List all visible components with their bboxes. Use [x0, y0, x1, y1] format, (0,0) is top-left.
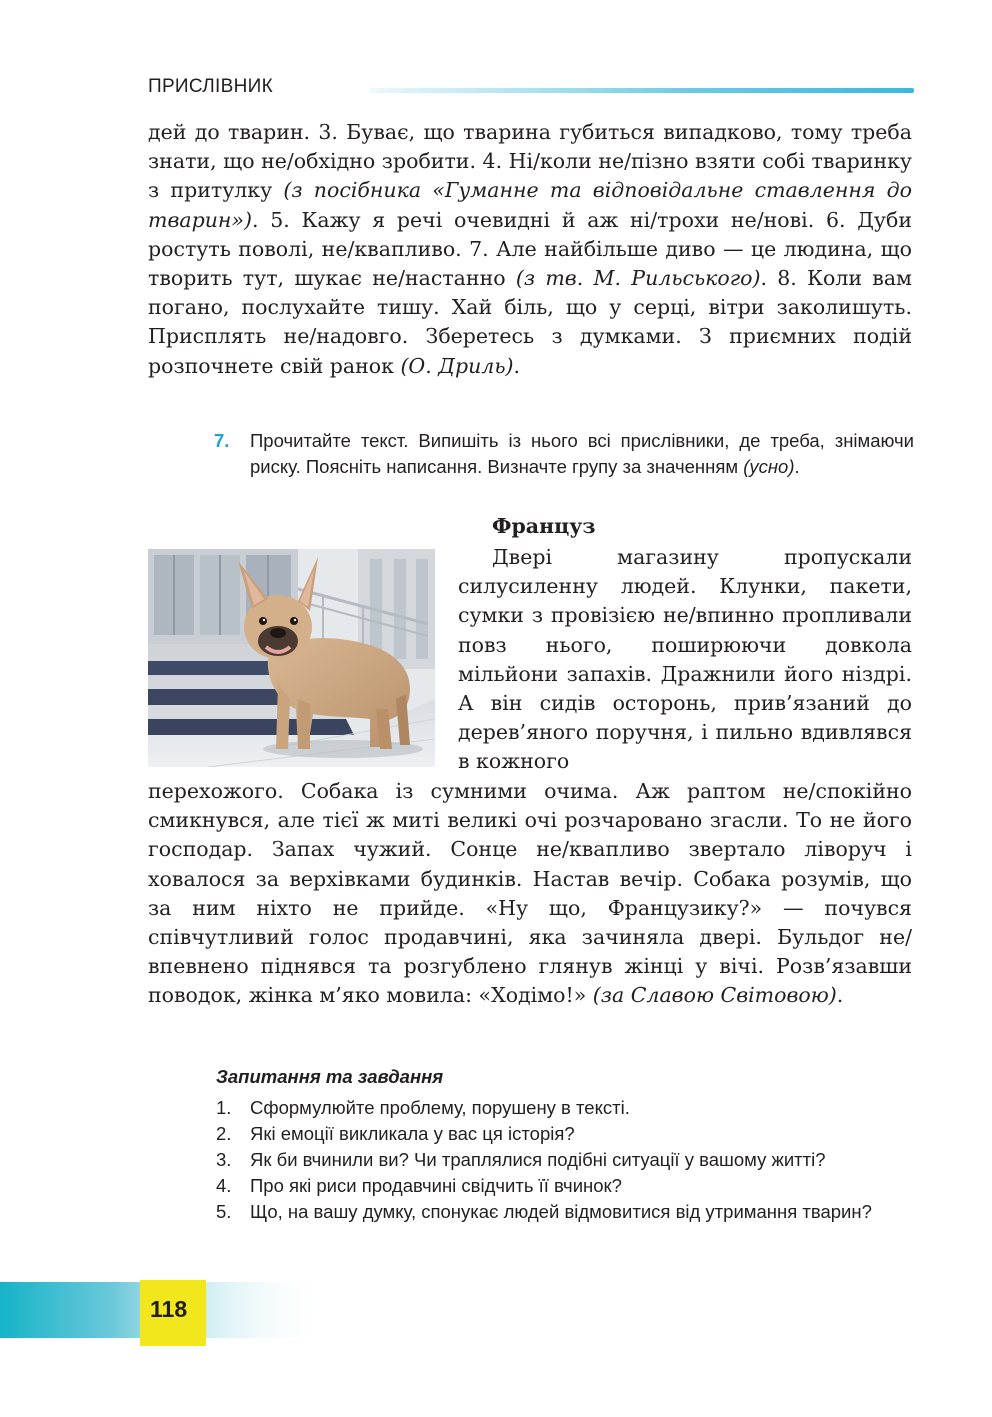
list-item: [216, 1147, 914, 1173]
question-text: Про які риси продавчині свідчить її вчинок?: [250, 1175, 622, 1196]
source-citation: (з посібника «Гуманне та відповідальне ставлення до тварин»): [148, 178, 912, 232]
continuation-paragraph: [148, 118, 912, 381]
instruction-note: (усно): [743, 456, 795, 477]
story-end: .: [836, 983, 844, 1008]
list-item: [216, 1121, 914, 1147]
question-number: 5.: [216, 1201, 232, 1222]
exercise-continuation: [148, 118, 912, 381]
source-citation: (з тв. М. Рильського): [515, 266, 761, 291]
story-text: перехожого. Собака із сумними очима. Аж раптом не/спокійно смикнувся, але тієї ж миті великі очі розчаровано згасли. То не його господар. Запах чужий. Сонце не/квапливо звертало ліворуч і ховалося за верхівками будинків. Настав вечір. Собака розумів, що за ним ніхто не прийде. «Ну що, Французику?» — почувся співчутливий голос продавчині, яка зачиняла двері. Бульдог не/впевнено піднявся та розгублено глянув жінці у вічі. Розв’язавши поводок, жінка м’яко мовила: «Ходімо!»: [148, 779, 912, 1008]
story-title: Француз: [492, 514, 596, 538]
list-item: [216, 1199, 914, 1225]
instruction-end: .: [794, 456, 800, 477]
questions-heading: Запитання та завдання: [216, 1066, 444, 1087]
question-text: Сформулюйте проблему, порушену в тексті.: [250, 1097, 630, 1118]
question-text: Як би вчинили ви? Чи траплялися подібні ситуації у вашому житті?: [250, 1149, 826, 1170]
text-run: . 8. Коли вам погано, послухайте тишу. Хай біль, що у серці, вітри заколишуть. Присплять не/надовго. Зберетесь з думками. З приємних подій розпочнете свій ранок: [148, 266, 912, 378]
list-item: [216, 1173, 914, 1199]
question-number: 1.: [216, 1097, 232, 1118]
text-run: . 5. Кажу я речі очевидні й аж ні/трохи не/нові. 6. Дуби ростуть поволі, не/квапливо. 7. Але найбільше диво — це людина, що творить тут, шукає не/настанно: [148, 207, 912, 291]
text-run: дей до тварин. 3. Буває, що тварина губиться випадково, тому треба знати, що не/обхідно зробити. 4. Ні/коли не/пізно взяти собі тваринку з притулку: [148, 120, 912, 203]
question-text: Які емоції викликала у вас ця історія?: [250, 1123, 575, 1144]
story-right-column: Двері магазину пропускали силусиленну людей. Клунки, пакети, сумки з провізією не/впинно пропливали повз нього, поширюючи довкола мільйони запахів. Дражнили його ніздрі. А він сидів осторонь, прив’язаний до дерев’яного поручня, і пильно вдивлявся в кожного: [458, 545, 912, 774]
exercise-number: 7.: [214, 430, 230, 451]
header-rule: [370, 88, 914, 93]
question-number: 2.: [216, 1123, 232, 1144]
page-number: 118: [150, 1296, 188, 1322]
question-number: 3.: [216, 1149, 232, 1170]
question-number: 4.: [216, 1175, 232, 1196]
bulldog-illustration: [148, 549, 435, 767]
question-text: Що, на вашу думку, спонукає людей відмовитися від утримання тварин?: [250, 1201, 872, 1222]
instruction-text: Прочитайте текст. Випишіть із нього всі прислівники, де треба, знімаючи риску. Поясніть написання. Визначте групу за значенням: [250, 430, 914, 477]
story-body: [148, 777, 912, 1011]
bulldog-photo: [148, 549, 435, 767]
list-item: [216, 1095, 914, 1121]
story-source: (за Славою Світовою): [592, 983, 837, 1008]
section-header: ПРИСЛІВНИК: [148, 76, 273, 97]
questions-list: [216, 1095, 914, 1225]
text-run: .: [513, 353, 521, 378]
source-citation: (О. Дриль): [400, 353, 514, 378]
exercise-instructions: [250, 428, 914, 480]
exercise-7: [216, 428, 914, 480]
